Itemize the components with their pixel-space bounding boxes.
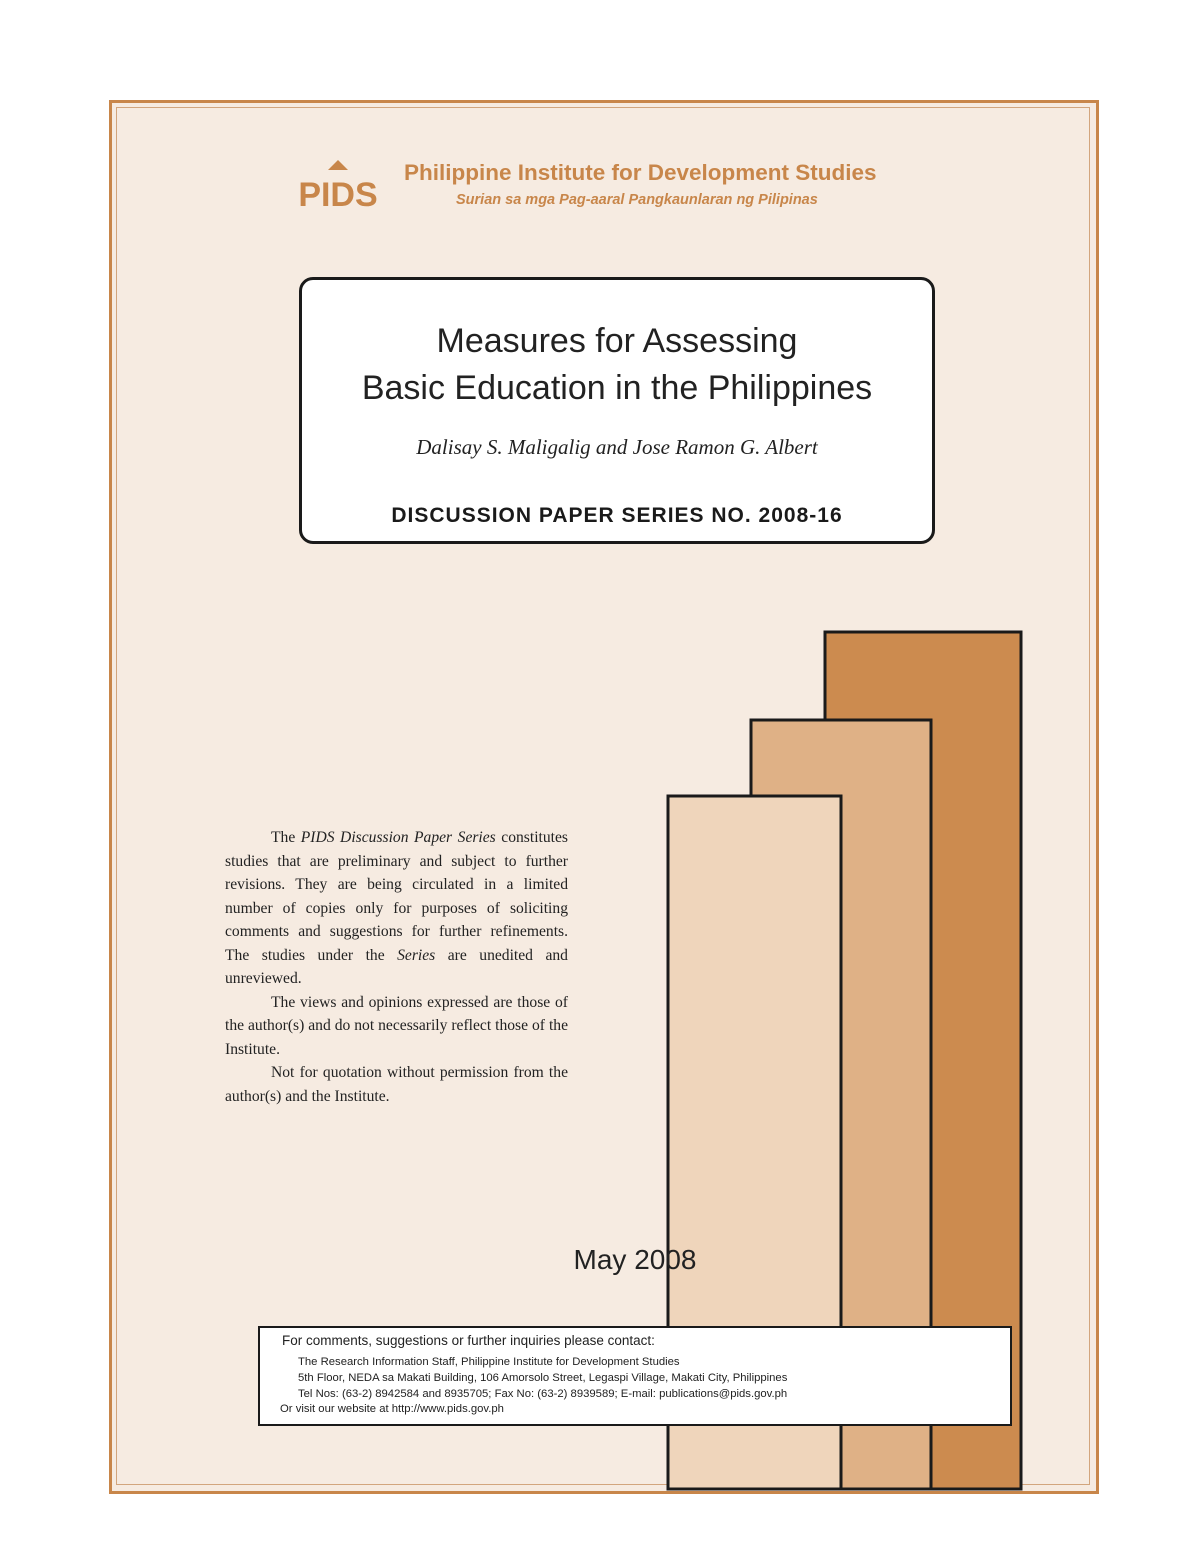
contact-line-3: Tel Nos: (63-2) 8942584 and 8935705; Fax No: (63-2) 8939589; E-mail: publications@pids.gov.ph [298,1388,788,1400]
authors: Dalisay S. Maligalig and Jose Ramon G. Albert [416,435,818,459]
series-number: DISCUSSION PAPER SERIES NO. 2008-16 [391,504,843,527]
title-line-2: Basic Education in the Philippines [361,369,873,407]
logo-text: PIDS [298,176,378,210]
disclaimer [225,826,568,1108]
contact-line-2: 5th Floor, NEDA sa Makati Building, 106 Amorsolo Street, Legaspi Village, Makati City, Philippines [298,1372,788,1384]
publication-date: May 2008 [573,1244,697,1275]
disclaimer-paragraph-1: The PIDS Discussion Paper Series constitutes studies that are preliminary and subject to further revisions. They are being circulated in a limited number of copies only for purposes of soliciting comments and suggestions for further refinements. The studies under the Series are unedited and unreviewed. [225,829,568,987]
institute-name: Philippine Institute for Development Studies [404,160,877,185]
contact-box [258,1326,1012,1426]
disclaimer-paragraph-2: The views and opinions expressed are those of the author(s) and do not necessarily reflect those of the Institute. [225,993,568,1058]
disclaimer-paragraph-3: Not for quotation without permission from the author(s) and the Institute. [225,1064,568,1105]
title-line-1: Measures for Assessing [436,322,798,360]
institute-subtitle: Surian sa mga Pag-aaral Pangkaunlaran ng Pilipinas [456,192,818,208]
contact-line-1: The Research Information Staff, Philippine Institute for Development Studies [298,1356,680,1368]
contact-website[interactable]: Or visit our website at http://www.pids.gov.ph [280,1403,504,1415]
contact-heading: For comments, suggestions or further inquiries please contact: [282,1333,655,1348]
